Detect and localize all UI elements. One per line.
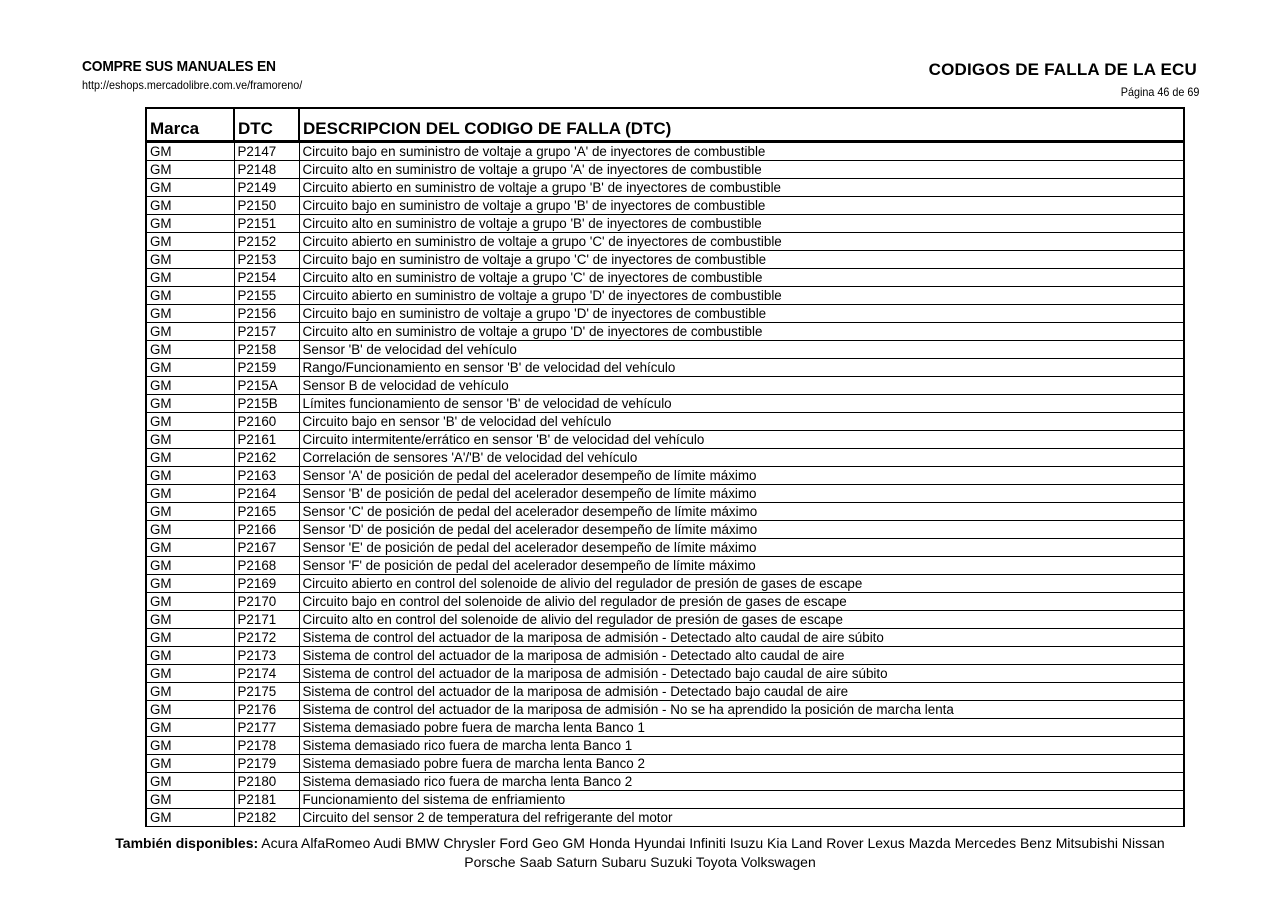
cell-descripcion: Sensor 'F' de posición de pedal del acelerador desempeño de límite máximo [299, 557, 1184, 575]
cell-descripcion: Sensor B de velocidad de vehículo [299, 377, 1184, 395]
cell-descripcion: Sistema de control del actuador de la mariposa de admisión - Detectado alto caudal de aire [299, 647, 1184, 665]
cell-descripcion: Sensor 'B' de posición de pedal del acelerador desempeño de límite máximo [299, 485, 1184, 503]
footer-brands [80, 834, 1200, 872]
cell-dtc: P2163 [234, 467, 299, 485]
cell-marca: GM [146, 359, 234, 377]
cell-dtc: P2172 [234, 629, 299, 647]
cell-dtc: P2179 [234, 755, 299, 773]
cell-dtc: P2161 [234, 431, 299, 449]
cell-dtc: P2155 [234, 287, 299, 305]
cell-dtc: P2166 [234, 521, 299, 539]
cell-marca: GM [146, 251, 234, 269]
cell-marca: GM [146, 377, 234, 395]
cell-dtc: P2156 [234, 305, 299, 323]
cell-descripcion: Circuito alto en suministro de voltaje a grupo 'C' de inyectores de combustible [299, 269, 1184, 287]
cell-marca: GM [146, 755, 234, 773]
table-row [146, 557, 1184, 575]
cell-marca: GM [146, 773, 234, 791]
cell-marca: GM [146, 305, 234, 323]
cell-dtc: P2164 [234, 485, 299, 503]
cell-marca: GM [146, 269, 234, 287]
table-row [146, 323, 1184, 341]
cell-descripcion: Circuito alto en suministro de voltaje a grupo 'A' de inyectores de combustible [299, 161, 1184, 179]
cell-dtc: P2170 [234, 593, 299, 611]
table-row [146, 413, 1184, 431]
cell-marca: GM [146, 611, 234, 629]
footer-brands-line1: Acura AlfaRomeo Audi BMW Chrysler Ford Geo GM Honda Hyundai Infiniti Isuzu Kia Land Rover Lexus Mazda Mercedes Benz Mitsubishi Nissan [261, 835, 1165, 851]
cell-marca: GM [146, 593, 234, 611]
cell-descripcion: Circuito bajo en suministro de voltaje a grupo 'D' de inyectores de combustible [299, 305, 1184, 323]
table-row [146, 341, 1184, 359]
cell-dtc: P2167 [234, 539, 299, 557]
table-body [146, 142, 1184, 827]
cell-descripcion: Circuito abierto en suministro de voltaje a grupo 'C' de inyectores de combustible [299, 233, 1184, 251]
cell-marca: GM [146, 521, 234, 539]
table-row [146, 665, 1184, 683]
cell-descripcion: Circuito alto en suministro de voltaje a grupo 'B' de inyectores de combustible [299, 215, 1184, 233]
cell-descripcion: Circuito bajo en suministro de voltaje a grupo 'A' de inyectores de combustible [299, 142, 1184, 161]
cell-marca: GM [146, 467, 234, 485]
cell-marca: GM [146, 575, 234, 593]
cell-marca: GM [146, 557, 234, 575]
cell-marca: GM [146, 719, 234, 737]
cell-marca: GM [146, 287, 234, 305]
cell-descripcion: Sistema de control del actuador de la mariposa de admisión - Detectado bajo caudal de aire súbito [299, 665, 1184, 683]
table-row [146, 593, 1184, 611]
cell-marca: GM [146, 233, 234, 251]
table-row [146, 809, 1184, 827]
table-row [146, 503, 1184, 521]
cell-marca: GM [146, 701, 234, 719]
cell-descripcion: Sensor 'C' de posición de pedal del acelerador desempeño de límite máximo [299, 503, 1184, 521]
cell-descripcion: Sensor 'E' de posición de pedal del acelerador desempeño de límite máximo [299, 539, 1184, 557]
header-shop-title: COMPRE SUS MANUALES EN [82, 58, 276, 75]
cell-descripcion: Rango/Funcionamiento en sensor 'B' de velocidad del vehículo [299, 359, 1184, 377]
table-row [146, 179, 1184, 197]
table-row [146, 142, 1184, 161]
table-row [146, 359, 1184, 377]
cell-marca: GM [146, 665, 234, 683]
cell-dtc: P2176 [234, 701, 299, 719]
header-shop-url[interactable]: http://eshops.mercadolibre.com.ve/framoreno/ [82, 78, 303, 92]
cell-dtc: P2157 [234, 323, 299, 341]
cell-descripcion: Sistema de control del actuador de la mariposa de admisión - Detectado alto caudal de aire súbito [299, 629, 1184, 647]
cell-descripcion: Sistema demasiado rico fuera de marcha lenta Banco 2 [299, 773, 1184, 791]
document-title: CODIGOS DE FALLA DE LA ECU [928, 60, 1197, 79]
table-row [146, 791, 1184, 809]
cell-descripcion: Sistema demasiado pobre fuera de marcha lenta Banco 1 [299, 719, 1184, 737]
table-row [146, 467, 1184, 485]
cell-dtc: P2171 [234, 611, 299, 629]
cell-descripcion: Límites funcionamiento de sensor 'B' de velocidad de vehículo [299, 395, 1184, 413]
table-row [146, 431, 1184, 449]
cell-marca: GM [146, 323, 234, 341]
cell-marca: GM [146, 413, 234, 431]
cell-dtc: P2178 [234, 737, 299, 755]
table-row [146, 629, 1184, 647]
cell-marca: GM [146, 629, 234, 647]
cell-marca: GM [146, 503, 234, 521]
cell-descripcion: Sistema de control del actuador de la mariposa de admisión - Detectado bajo caudal de aire [299, 683, 1184, 701]
table-row [146, 611, 1184, 629]
cell-dtc: P2159 [234, 359, 299, 377]
cell-descripcion: Sensor 'B' de velocidad del vehículo [299, 341, 1184, 359]
cell-marca: GM [146, 791, 234, 809]
cell-dtc: P2165 [234, 503, 299, 521]
cell-descripcion: Circuito bajo en control del solenoide de alivio del regulador de presión de gases de escape [299, 593, 1184, 611]
cell-dtc: P2182 [234, 809, 299, 827]
cell-descripcion: Sensor 'A' de posición de pedal del acelerador desempeño de límite máximo [299, 467, 1184, 485]
cell-marca: GM [146, 431, 234, 449]
table-row [146, 215, 1184, 233]
cell-descripcion: Circuito alto en suministro de voltaje a grupo 'D' de inyectores de combustible [299, 323, 1184, 341]
cell-marca: GM [146, 341, 234, 359]
cell-descripcion: Circuito bajo en suministro de voltaje a grupo 'B' de inyectores de combustible [299, 197, 1184, 215]
table-row [146, 575, 1184, 593]
cell-dtc: P2147 [234, 142, 299, 161]
table-row [146, 269, 1184, 287]
cell-marca: GM [146, 539, 234, 557]
cell-marca: GM [146, 737, 234, 755]
table-row [146, 773, 1184, 791]
cell-descripcion: Circuito bajo en suministro de voltaje a grupo 'C' de inyectores de combustible [299, 251, 1184, 269]
cell-dtc: P2154 [234, 269, 299, 287]
cell-descripcion: Sistema demasiado rico fuera de marcha lenta Banco 1 [299, 737, 1184, 755]
table-row [146, 485, 1184, 503]
table-row [146, 287, 1184, 305]
cell-dtc: P2152 [234, 233, 299, 251]
cell-dtc: P2150 [234, 197, 299, 215]
cell-descripcion: Circuito alto en control del solenoide de alivio del regulador de presión de gases de escape [299, 611, 1184, 629]
table-row [146, 737, 1184, 755]
cell-marca: GM [146, 449, 234, 467]
cell-descripcion: Circuito del sensor 2 de temperatura del refrigerante del motor [299, 809, 1184, 827]
table-row [146, 647, 1184, 665]
cell-dtc: P2169 [234, 575, 299, 593]
cell-marca: GM [146, 647, 234, 665]
table-header-row [146, 108, 1184, 142]
table-row [146, 449, 1184, 467]
cell-dtc: P2177 [234, 719, 299, 737]
cell-descripcion: Circuito abierto en suministro de voltaje a grupo 'B' de inyectores de combustible [299, 179, 1184, 197]
cell-descripcion: Correlación de sensores 'A'/'B' de velocidad del vehículo [299, 449, 1184, 467]
cell-dtc: P2160 [234, 413, 299, 431]
cell-dtc: P215A [234, 377, 299, 395]
cell-dtc: P2153 [234, 251, 299, 269]
table-row [146, 161, 1184, 179]
cell-dtc: P2148 [234, 161, 299, 179]
cell-dtc: P2173 [234, 647, 299, 665]
table-row [146, 539, 1184, 557]
footer-brands-line2: Porsche Saab Saturn Subaru Suzuki Toyota Volkswagen [464, 854, 816, 870]
cell-descripcion: Sistema demasiado pobre fuera de marcha lenta Banco 2 [299, 755, 1184, 773]
cell-marca: GM [146, 197, 234, 215]
cell-dtc: P2181 [234, 791, 299, 809]
table-row [146, 377, 1184, 395]
table-row [146, 521, 1184, 539]
dtc-table [145, 107, 1185, 827]
cell-marca: GM [146, 683, 234, 701]
cell-marca: GM [146, 485, 234, 503]
cell-dtc: P2149 [234, 179, 299, 197]
cell-dtc: P2174 [234, 665, 299, 683]
cell-descripcion: Sistema de control del actuador de la mariposa de admisión - No se ha aprendido la posición de marcha lenta [299, 701, 1184, 719]
column-header-descripcion: DESCRIPCION DEL CODIGO DE FALLA (DTC) [299, 108, 1184, 142]
cell-descripcion: Funcionamiento del sistema de enfriamiento [299, 791, 1184, 809]
cell-dtc: P2180 [234, 773, 299, 791]
cell-marca: GM [146, 215, 234, 233]
cell-dtc: P2162 [234, 449, 299, 467]
column-header-marca: Marca [146, 108, 234, 142]
cell-descripcion: Sensor 'D' de posición de pedal del acelerador desempeño de límite máximo [299, 521, 1184, 539]
cell-marca: GM [146, 395, 234, 413]
page-number: Página 46 de 69 [1120, 85, 1199, 99]
cell-dtc: P2151 [234, 215, 299, 233]
cell-descripcion: Circuito intermitente/errático en sensor 'B' de velocidad del vehículo [299, 431, 1184, 449]
cell-dtc: P215B [234, 395, 299, 413]
table-row [146, 683, 1184, 701]
column-header-dtc: DTC [234, 108, 299, 142]
table-row [146, 305, 1184, 323]
table-row [146, 233, 1184, 251]
cell-dtc: P2168 [234, 557, 299, 575]
table-row [146, 197, 1184, 215]
cell-marca: GM [146, 142, 234, 161]
cell-descripcion: Circuito abierto en control del solenoide de alivio del regulador de presión de gases de escape [299, 575, 1184, 593]
table-row [146, 755, 1184, 773]
footer-label: También disponibles: [115, 835, 259, 851]
cell-descripcion: Circuito bajo en sensor 'B' de velocidad del vehículo [299, 413, 1184, 431]
cell-marca: GM [146, 161, 234, 179]
table-row [146, 251, 1184, 269]
cell-marca: GM [146, 179, 234, 197]
table-row [146, 719, 1184, 737]
cell-marca: GM [146, 809, 234, 827]
cell-dtc: P2158 [234, 341, 299, 359]
table-row [146, 701, 1184, 719]
cell-dtc: P2175 [234, 683, 299, 701]
cell-descripcion: Circuito abierto en suministro de voltaje a grupo 'D' de inyectores de combustible [299, 287, 1184, 305]
table-row [146, 395, 1184, 413]
